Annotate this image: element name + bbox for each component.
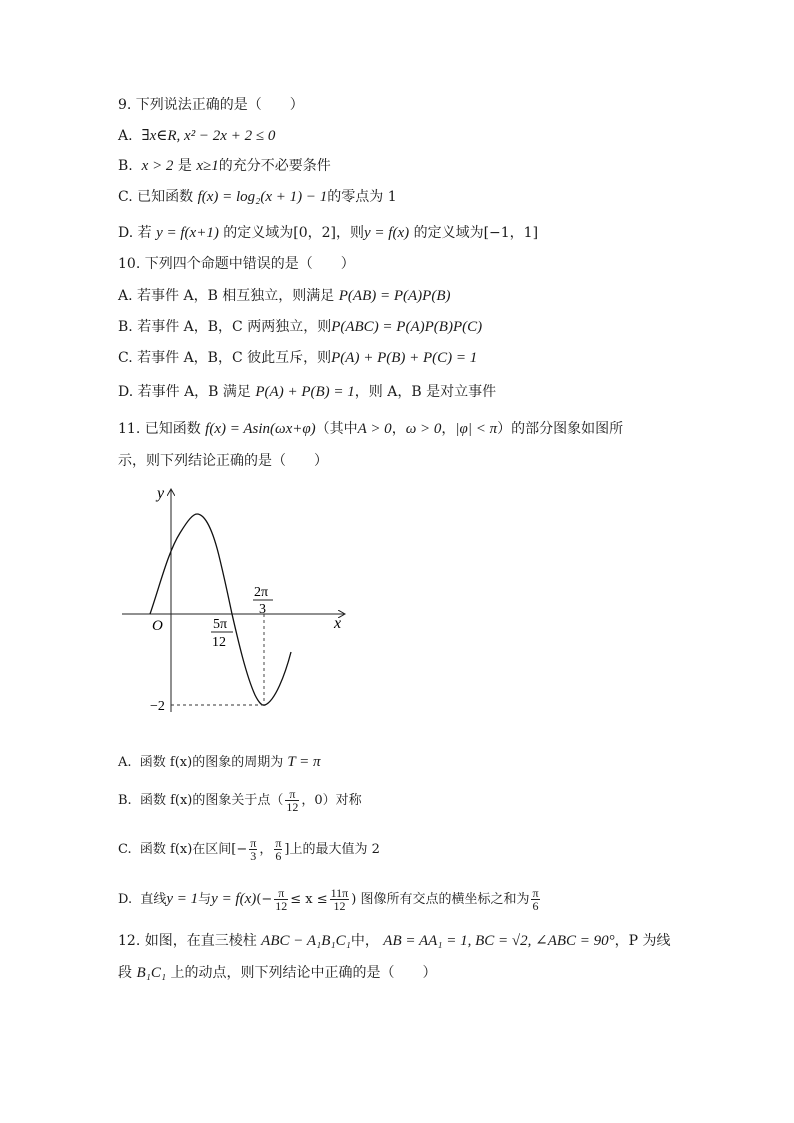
tick-neg2: −2	[150, 699, 165, 714]
q9-stem: 9. 下列说法正确的是（ ）	[118, 97, 304, 113]
q11-stem-line2: 示，则下列结论正确的是（ ）	[118, 453, 328, 469]
y-axis-label: y	[157, 485, 165, 502]
q10-stem: 10. 下列四个命题中错误的是（ ）	[118, 256, 355, 272]
q9-option-a: A. ∃x∈R, x² − 2x + 2 ≤ 0	[118, 128, 276, 144]
tick-2pi-3-den: 3	[259, 602, 266, 617]
q12-stem-line1: 12. 如图，在直三棱柱 ABC − A₁B₁C₁中， AB = AA₁ = 1, BC = √2, ∠ABC = 90°，P 为线	[118, 933, 671, 949]
q12-stem-line2: 段 B₁C₁ 上的动点，则下列结论中正确的是（ ）	[118, 965, 437, 981]
q11-stem-line1: 11. 已知函数 f(x) = Asin(ωx+φ)（其中A > 0，ω > 0，|φ| < π）的部分图象如图所	[118, 421, 624, 437]
q10-option-b: B. 若事件 A，B，C 两两独立，则P(ABC) = P(A)P(B)P(C)	[118, 319, 483, 335]
q11-option-b: B. 函数 f(x)的图象关于点（ $\frac{\pi}{12}$ ，0）对称	[118, 787, 362, 814]
q9-option-c: C. 已知函数 f(x) = log₂(x + 1) − 1的零点为 1	[118, 189, 397, 205]
q11-option-c: C. 函数 f(x)在区间[− $\frac{\pi}{3}$ ， $\frac{\pi}{6}$ ]上的最大值为 2	[118, 836, 380, 863]
tick-5pi-12-den: 12	[212, 635, 226, 650]
q11-option-a: A. 函数 f(x)的图象的周期为 T = π	[118, 754, 321, 770]
q9-option-b: B. x > 2 是 x≥1的充分不必要条件	[118, 158, 331, 174]
q10-option-a: A. 若事件 A，B 相互独立，则满足 P(AB) = P(A)P(B)	[118, 288, 451, 304]
q10-option-c: C. 若事件 A，B，C 彼此互斥，则P(A) + P(B) + P(C) = 1	[118, 350, 478, 366]
q9-option-d: D. 若 y = f(x+1) 的定义域为[0，2]，则y = f(x) 的定义域为[−1，1]	[118, 225, 539, 241]
tick-2pi-3-num: 2π	[254, 585, 269, 600]
x-axis-label: x	[334, 615, 342, 632]
q10-option-d: D. 若事件 A，B 满足 P(A) + P(B) = 1，则 A，B 是对立事件	[118, 384, 497, 400]
tick-5pi-12-num: 5π	[213, 617, 228, 632]
q11-option-d: D. 直线y = 1与y = f(x)(− $\frac{\pi}{12}$ ≤ x ≤ $\frac{11\pi}{12}$ ) 图像所有交点的横坐标之和为 $\frac{\pi}{6}$	[118, 886, 539, 913]
origin-label: O	[152, 618, 163, 634]
